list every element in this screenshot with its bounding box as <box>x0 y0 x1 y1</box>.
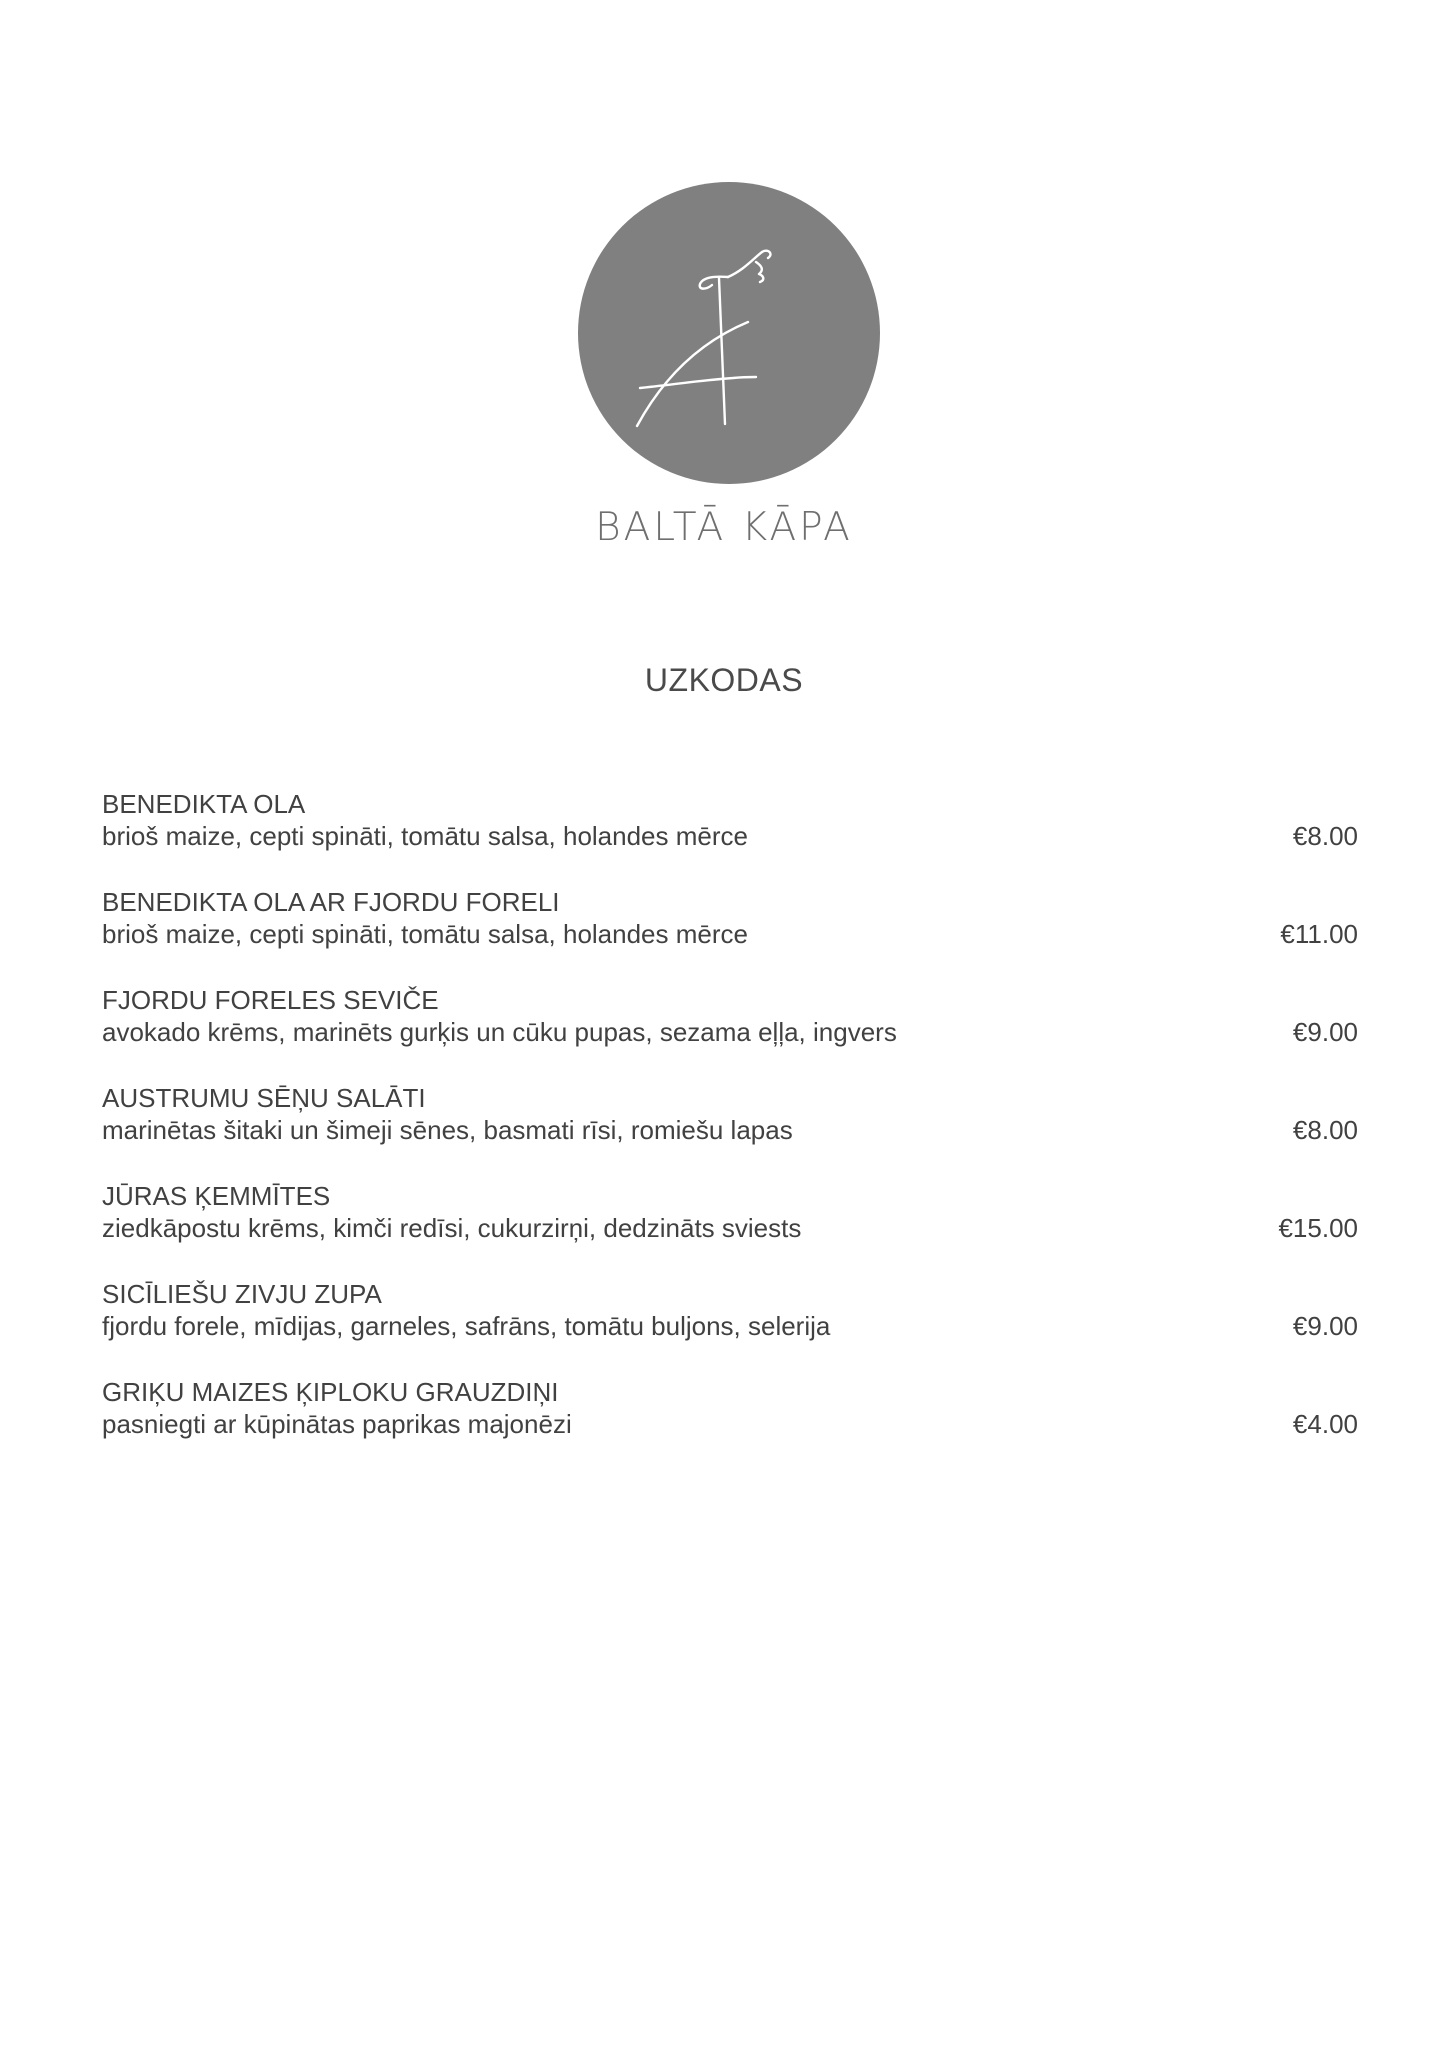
menu-item-price: €15.00 <box>1278 1213 1358 1243</box>
menu-item-description: marinētas šitaki un šimeji sēnes, basmati rīsi, romiešu lapas <box>102 1115 793 1145</box>
menu-item <box>102 984 1358 1082</box>
menu-item-name: SICĪLIEŠU ZIVJU ZUPA <box>102 1279 382 1309</box>
menu-item-description: brioš maize, cepti spināti, tomātu salsa, holandes mērce <box>102 919 748 949</box>
menu-item <box>102 788 1358 886</box>
menu-item <box>102 1082 1358 1180</box>
menu-item-name: GRIĶU MAIZES ĶIPLOKU GRAUZDIŅI <box>102 1377 559 1407</box>
menu-item-name: BENEDIKTA OLA AR FJORDU FORELI <box>102 887 560 917</box>
menu-item-price: €11.00 <box>1280 919 1358 949</box>
menu-item <box>102 1180 1358 1278</box>
menu-item <box>102 886 1358 984</box>
menu-item <box>102 1376 1358 1474</box>
menu-item-price: €9.00 <box>1292 1311 1358 1341</box>
menu-item-price: €8.00 <box>1292 1115 1358 1145</box>
menu-list <box>102 788 1358 1474</box>
menu-item-description: ziedkāpostu krēms, kimči redīsi, cukurzirņi, dedzināts sviests <box>102 1213 802 1243</box>
menu-item <box>102 1278 1358 1376</box>
brand-name: BALTĀ KĀPA <box>595 505 853 550</box>
menu-item-description: pasniegti ar kūpinātas paprikas majonēzi <box>102 1409 572 1439</box>
menu-item-description: fjordu forele, mīdijas, garneles, safrāns, tomātu buljons, selerija <box>102 1311 831 1341</box>
menu-item-name: BENEDIKTA OLA <box>102 789 306 819</box>
menu-item-price: €8.00 <box>1292 821 1358 851</box>
logo <box>578 182 880 484</box>
menu-item-name: AUSTRUMU SĒŅU SALĀTI <box>102 1083 426 1113</box>
section-title: UZKODAS <box>644 662 804 698</box>
menu-item-description: brioš maize, cepti spināti, tomātu salsa, holandes mērce <box>102 821 748 851</box>
menu-item-name: JŪRAS ĶEMMĪTES <box>102 1181 331 1211</box>
menu-item-description: avokado krēms, marinēts gurķis un cūku pupas, sezama eļļa, ingvers <box>102 1017 897 1047</box>
menu-item-name: FJORDU FORELES SEVIČE <box>102 985 439 1015</box>
menu-item-price: €9.00 <box>1292 1017 1358 1047</box>
signature-monogram-icon <box>578 182 880 484</box>
menu-item-price: €4.00 <box>1292 1409 1358 1439</box>
